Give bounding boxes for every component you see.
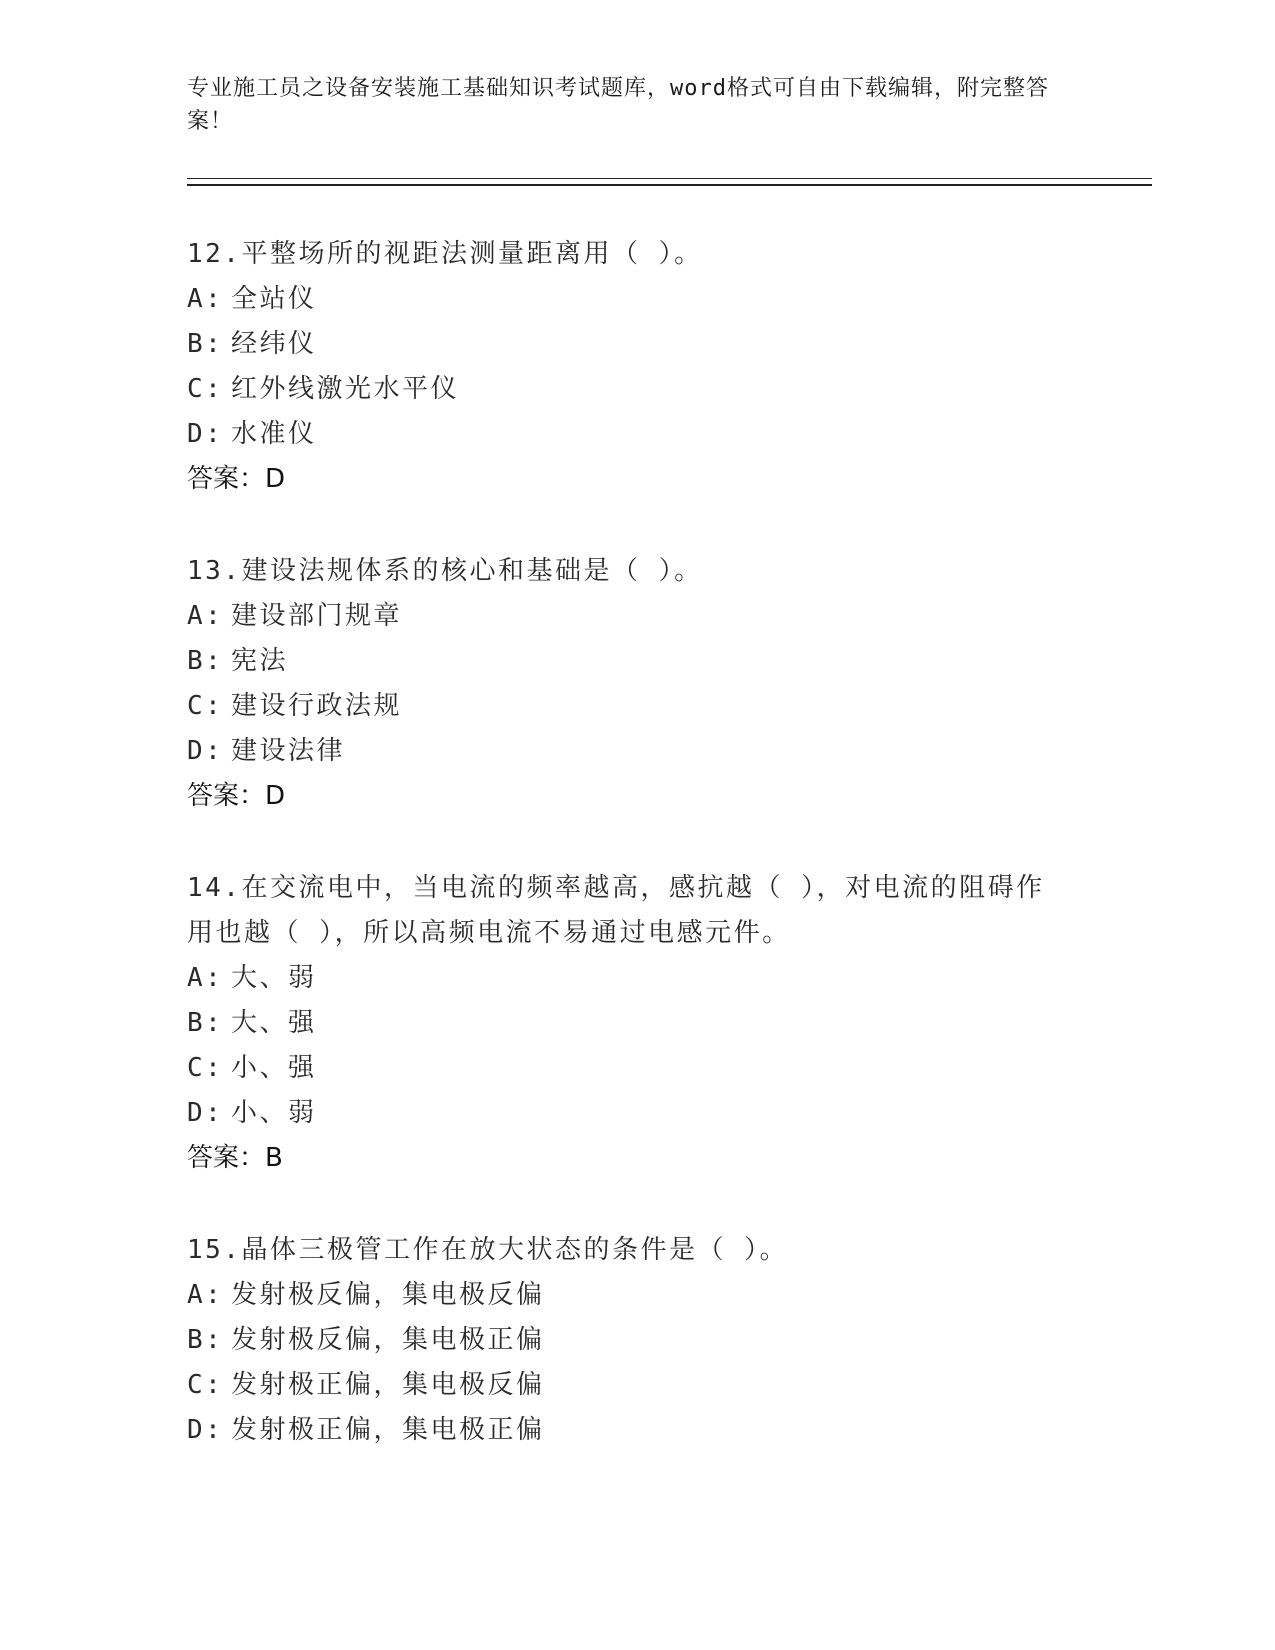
option-key: C: (187, 691, 224, 721)
option-b (187, 1318, 1067, 1363)
question-stem: 14.在交流电中，当电流的频率越高，感抗越（ ），对电流的阻碍作用也越（ ），所以高频电流不易通过电感元件。 (187, 873, 1045, 948)
option-key: C: (187, 374, 224, 404)
option-text: 建设法律 (231, 736, 346, 766)
question-stem: 13.建设法规体系的核心和基础是（ ）。 (187, 556, 703, 586)
option-text: 红外线激光水平仪 (231, 374, 460, 404)
question-list (187, 232, 1067, 1500)
option-key: A: (187, 601, 224, 631)
option-b (187, 1001, 1067, 1046)
option-d (187, 1408, 1067, 1453)
question-stem: 12.平整场所的视距法测量距离用（ ）。 (187, 239, 703, 269)
document-header: 专业施工员之设备安装施工基础知识考试题库，word格式可自由下载编辑，附完整答案！ (187, 76, 1049, 134)
option-d (187, 729, 1067, 774)
question-13 (187, 549, 1067, 819)
option-d (187, 412, 1067, 457)
option-a (187, 1273, 1067, 1318)
option-key: C: (187, 1370, 224, 1400)
option-key: A: (187, 1280, 224, 1310)
option-text: 经纬仪 (231, 329, 317, 359)
option-key: B: (187, 646, 224, 676)
option-key: D: (187, 736, 224, 766)
option-d (187, 1091, 1067, 1136)
question-14 (187, 866, 1067, 1181)
option-text: 发射极正偏，集电极反偏 (231, 1370, 545, 1400)
option-c (187, 1046, 1067, 1091)
option-text: 建设部门规章 (231, 601, 403, 631)
header-divider (187, 178, 1152, 186)
option-c (187, 684, 1067, 729)
option-c (187, 367, 1067, 412)
option-a (187, 277, 1067, 322)
answer-line: 答案：D (187, 781, 286, 811)
option-key: B: (187, 329, 224, 359)
option-key: A: (187, 963, 224, 993)
question-15 (187, 1228, 1067, 1453)
option-text: 水准仪 (231, 419, 317, 449)
question-12 (187, 232, 1067, 502)
option-text: 大、弱 (231, 963, 317, 993)
option-key: D: (187, 1415, 224, 1445)
option-text: 发射极反偏，集电极正偏 (231, 1325, 545, 1355)
option-key: A: (187, 284, 224, 314)
option-b (187, 322, 1067, 367)
question-stem: 15.晶体三极管工作在放大状态的条件是（ ）。 (187, 1235, 789, 1265)
answer-line: 答案：D (187, 464, 286, 494)
option-c (187, 1363, 1067, 1408)
option-key: C: (187, 1053, 224, 1083)
option-text: 发射极正偏，集电极正偏 (231, 1415, 545, 1445)
option-text: 大、强 (231, 1008, 317, 1038)
option-text: 全站仪 (231, 284, 317, 314)
option-text: 宪法 (231, 646, 289, 676)
answer-line: 答案：B (187, 1143, 283, 1173)
option-key: B: (187, 1325, 224, 1355)
option-b (187, 639, 1067, 684)
option-key: B: (187, 1008, 224, 1038)
option-a (187, 594, 1067, 639)
option-text: 小、强 (231, 1053, 317, 1083)
option-a (187, 956, 1067, 1001)
option-text: 建设行政法规 (231, 691, 403, 721)
option-text: 发射极反偏，集电极反偏 (231, 1280, 545, 1310)
option-key: D: (187, 419, 224, 449)
option-text: 小、弱 (231, 1098, 317, 1128)
option-key: D: (187, 1098, 224, 1128)
